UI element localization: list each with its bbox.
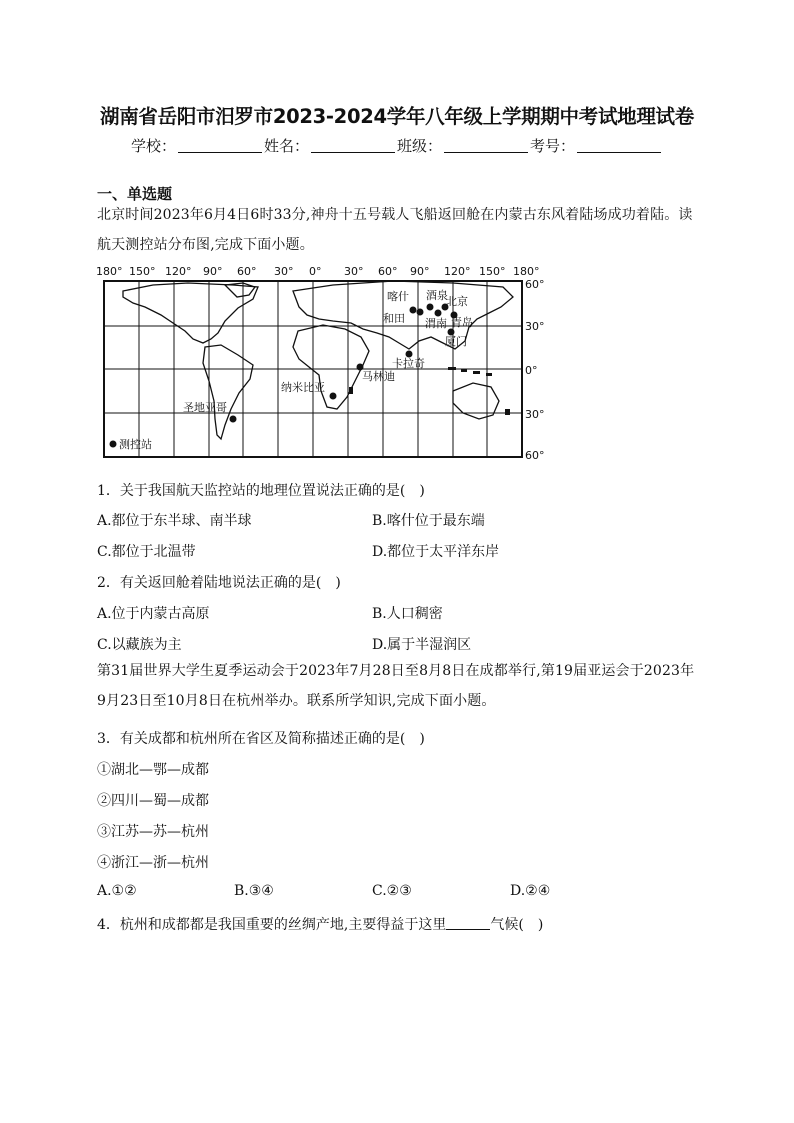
latitude-labels <box>525 278 545 461</box>
lon-label: 150° <box>129 265 156 278</box>
lon-label: 60° <box>378 265 398 278</box>
station-dot <box>410 307 417 314</box>
lon-label: 90° <box>410 265 430 278</box>
station-label-karachi: 卡拉奇 <box>392 357 425 370</box>
longitude-labels <box>96 265 540 278</box>
q2-option-c[interactable]: C.以藏族为主 <box>97 637 182 653</box>
station-dot <box>230 416 237 423</box>
station-label-xiamen: 厦门 <box>445 335 467 348</box>
q4-answer-blank[interactable] <box>446 916 490 930</box>
lat-label: 0° <box>525 364 538 377</box>
station-label-weinan: 渭南 <box>425 317 447 330</box>
q3-option-d[interactable]: D.②④ <box>510 883 551 899</box>
school-label: 学校： <box>130 137 176 155</box>
lat-label: 30° <box>525 320 545 333</box>
station-label-qingdao: 青岛 <box>451 316 473 329</box>
q4-stem-after: 气候( ) <box>490 917 544 933</box>
legend-label: 测控站 <box>119 438 152 451</box>
station-dot <box>330 393 337 400</box>
tracking-station-map <box>93 263 553 461</box>
q2-option-a[interactable]: A.位于内蒙古高原 <box>97 606 210 622</box>
lon-label: 120° <box>165 265 192 278</box>
q1-option-d[interactable]: D.都位于太平洋东岸 <box>372 544 500 560</box>
station-dot <box>427 304 434 311</box>
q3-item-3: ③江苏—苏—杭州 <box>97 824 209 840</box>
station-dot <box>417 309 424 316</box>
number-blank[interactable] <box>577 138 661 153</box>
q1-option-a[interactable]: A.都位于东半球、南半球 <box>97 513 252 529</box>
q3-option-b[interactable]: B.③④ <box>234 883 274 899</box>
passage-2: 第31届世界大学生夏季运动会于2023年7月28日至8月8日在成都举行,第19届亚运会于2023年9月23日至10月8日在杭州举办。联系所学知识,完成下面小题。 <box>97 663 695 709</box>
name-blank[interactable] <box>311 138 395 153</box>
q2-stem: 2．有关返回舱着陆地说法正确的是( ) <box>97 575 341 591</box>
lon-label: 0° <box>309 265 322 278</box>
station-label-beijing: 北京 <box>446 295 468 308</box>
q1-stem: 1．关于我国航天监控站的地理位置说法正确的是( ) <box>97 483 425 499</box>
lon-label: 180° <box>513 265 540 278</box>
q4-stem-before: 4．杭州和成都都是我国重要的丝绸产地,主要得益于这里 <box>97 917 447 933</box>
q3-stem: 3．有关成都和杭州所在省区及简称描述正确的是( ) <box>97 731 425 747</box>
q2-option-b[interactable]: B.人口稠密 <box>372 606 443 622</box>
station-label-malindi: 马林迪 <box>362 370 395 383</box>
station-label-jiuquan: 酒泉 <box>426 289 448 302</box>
page-title: 湖南省岳阳市汨罗市2023-2024学年八年级上学期期中考试地理试卷 <box>100 105 694 128</box>
q3-item-4: ④浙江—浙—杭州 <box>97 855 209 871</box>
class-label: 班级： <box>397 137 443 155</box>
school-blank[interactable] <box>178 138 262 153</box>
station-label-hotan: 和田 <box>383 312 405 325</box>
class-blank[interactable] <box>444 138 528 153</box>
q3-item-1: ①湖北—鄂—成都 <box>97 762 209 778</box>
lat-label: 60° <box>525 449 545 461</box>
q1-option-c[interactable]: C.都位于北温带 <box>97 544 196 560</box>
station-label-santiago: 圣地亚哥 <box>183 401 227 414</box>
q3-item-2: ②四川—蜀—成都 <box>97 793 209 809</box>
lon-label: 120° <box>444 265 471 278</box>
legend-dot <box>110 441 117 448</box>
lon-label: 30° <box>344 265 364 278</box>
station-dot <box>435 310 442 317</box>
q1-option-b[interactable]: B.喀什位于最东端 <box>372 513 485 529</box>
lat-label: 30° <box>525 408 545 421</box>
name-label: 姓名： <box>263 137 309 155</box>
number-label: 考号： <box>530 137 576 155</box>
lat-label: 60° <box>525 278 545 291</box>
lon-label: 60° <box>237 265 257 278</box>
q3-option-c[interactable]: C.②③ <box>372 883 412 899</box>
q2-option-d[interactable]: D.属于半湿润区 <box>372 637 472 653</box>
section-title: 一、单选题 <box>97 185 173 203</box>
station-label-kashgar: 喀什 <box>387 290 409 303</box>
lon-label: 30° <box>274 265 294 278</box>
passage-1: 北京时间2023年6月4日6时33分,神舟十五号载人飞船返回舱在内蒙古东风着陆场成功着陆。读航天测控站分布图,完成下面小题。 <box>97 207 693 253</box>
lon-label: 90° <box>203 265 223 278</box>
student-info <box>0 135 794 156</box>
lon-label: 150° <box>479 265 506 278</box>
lon-label: 180° <box>96 265 123 278</box>
station-label-namibia: 纳米比亚 <box>281 381 325 394</box>
q4-stem <box>97 914 543 934</box>
q3-option-a[interactable]: A.①② <box>97 883 137 899</box>
